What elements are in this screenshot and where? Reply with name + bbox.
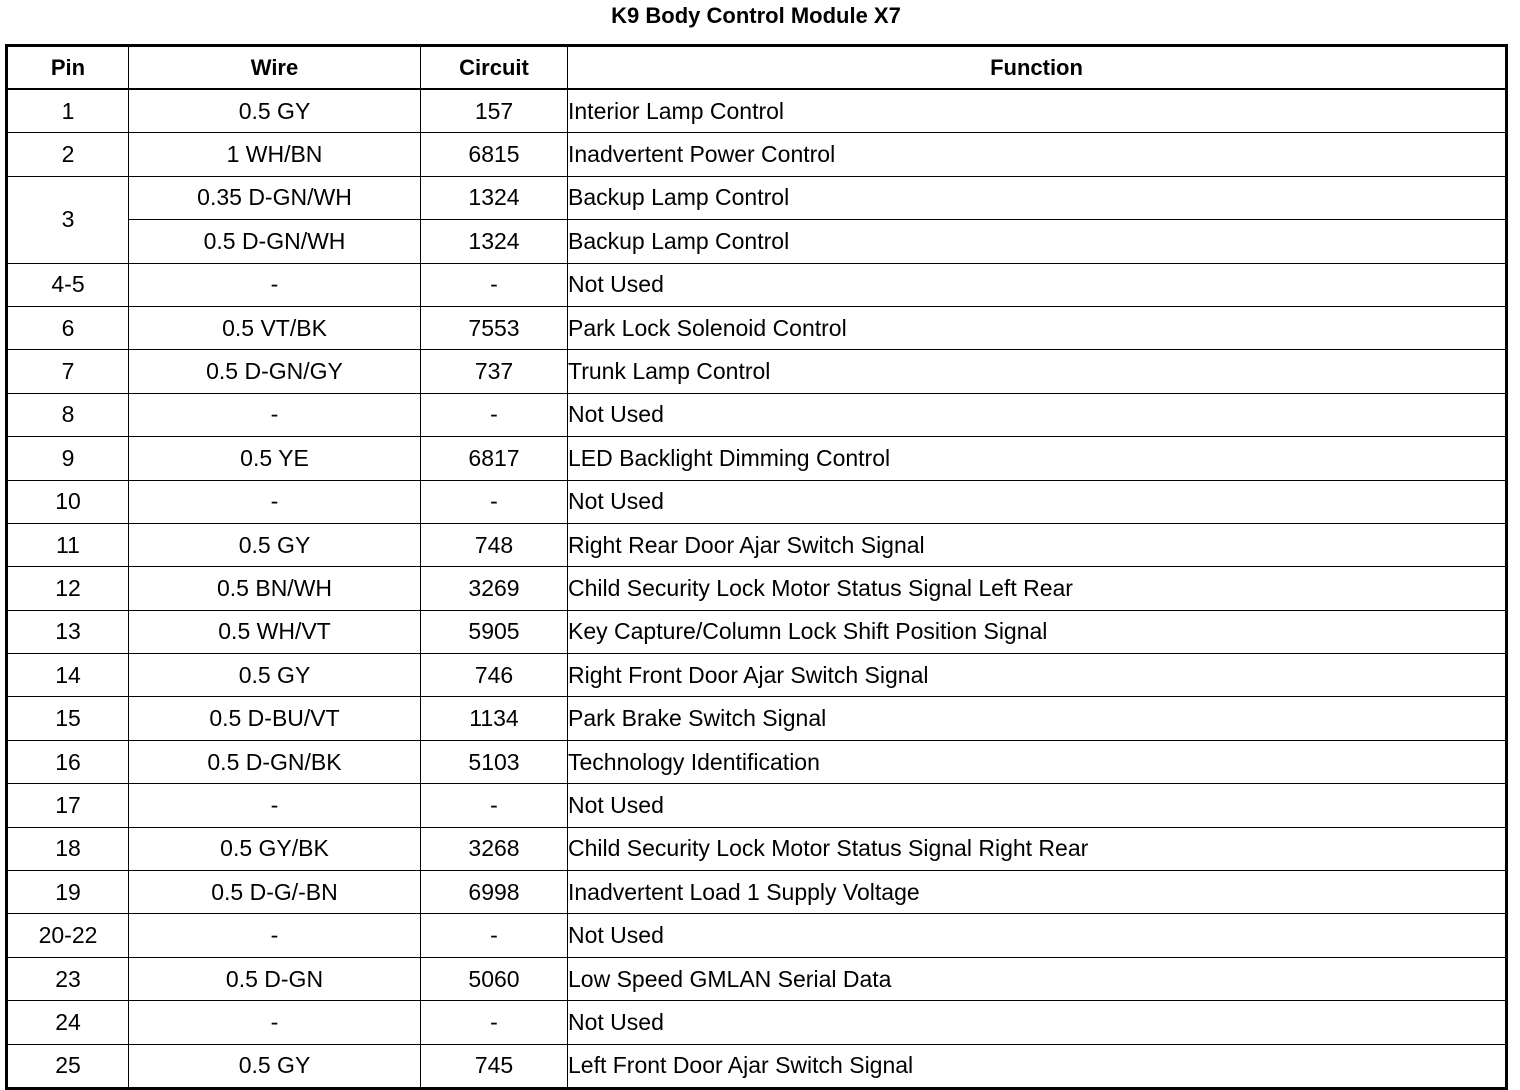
wire-cell: 0.5 GY	[129, 89, 421, 133]
wire-cell: 1 WH/BN	[129, 133, 421, 176]
table-row	[7, 784, 1507, 827]
pin-cell: 14	[7, 654, 129, 697]
pin-cell: 1	[7, 89, 129, 133]
circuit-cell: 7553	[421, 306, 568, 349]
connector-pinout-table	[5, 44, 1508, 1090]
pin-cell: 9	[7, 437, 129, 480]
header-wire: Wire	[129, 46, 421, 90]
function-cell: Inadvertent Load 1 Supply Voltage	[568, 871, 1507, 914]
header-function: Function	[568, 46, 1507, 90]
table-row	[7, 350, 1507, 393]
circuit-cell: 1134	[421, 697, 568, 740]
wire-cell: -	[129, 1001, 421, 1044]
circuit-cell: 5905	[421, 610, 568, 653]
function-cell: Not Used	[568, 784, 1507, 827]
wire-cell: 0.5 YE	[129, 437, 421, 480]
table-row	[7, 871, 1507, 914]
table-row	[7, 1001, 1507, 1044]
function-cell: Key Capture/Column Lock Shift Position Signal	[568, 610, 1507, 653]
wire-cell: 0.5 BN/WH	[129, 567, 421, 610]
function-cell: Park Brake Switch Signal	[568, 697, 1507, 740]
function-cell: Not Used	[568, 1001, 1507, 1044]
circuit-cell: 6815	[421, 133, 568, 176]
function-cell: Technology Identification	[568, 740, 1507, 783]
function-cell: Left Front Door Ajar Switch Signal	[568, 1044, 1507, 1088]
pin-cell: 7	[7, 350, 129, 393]
function-cell: LED Backlight Dimming Control	[568, 437, 1507, 480]
pin-cell: 6	[7, 306, 129, 349]
wire-cell: 0.35 D-GN/WH	[129, 176, 421, 219]
table-body	[7, 89, 1507, 1088]
wire-cell: 0.5 GY	[129, 523, 421, 566]
function-cell: Not Used	[568, 914, 1507, 957]
wire-cell: -	[129, 263, 421, 306]
wire-cell: -	[129, 393, 421, 436]
wire-cell: 0.5 GY/BK	[129, 827, 421, 870]
circuit-cell: 1324	[421, 220, 568, 263]
function-cell: Inadvertent Power Control	[568, 133, 1507, 176]
table-row	[7, 133, 1507, 176]
circuit-cell: 5103	[421, 740, 568, 783]
circuit-cell: 3268	[421, 827, 568, 870]
table-row	[7, 176, 1507, 219]
table-title: K9 Body Control Module X7	[611, 3, 901, 28]
wire-cell: -	[129, 480, 421, 523]
function-cell: Right Rear Door Ajar Switch Signal	[568, 523, 1507, 566]
header-pin: Pin	[7, 46, 129, 90]
table-row	[7, 1044, 1507, 1088]
pin-cell: 24	[7, 1001, 129, 1044]
pin-cell: 25	[7, 1044, 129, 1088]
table-row	[7, 523, 1507, 566]
circuit-cell: -	[421, 480, 568, 523]
table-row	[7, 957, 1507, 1000]
pin-cell: 12	[7, 567, 129, 610]
pin-cell: 3	[7, 176, 129, 263]
pin-cell: 8	[7, 393, 129, 436]
circuit-cell: 6998	[421, 871, 568, 914]
table-row	[7, 437, 1507, 480]
pin-cell: 17	[7, 784, 129, 827]
wire-cell: 0.5 D-G/-BN	[129, 871, 421, 914]
wire-cell: 0.5 WH/VT	[129, 610, 421, 653]
table-row	[7, 827, 1507, 870]
table-row	[7, 263, 1507, 306]
wire-cell: -	[129, 784, 421, 827]
function-cell: Not Used	[568, 480, 1507, 523]
circuit-cell: 748	[421, 523, 568, 566]
pin-cell: 4-5	[7, 263, 129, 306]
pin-cell: 16	[7, 740, 129, 783]
pin-cell: 13	[7, 610, 129, 653]
function-cell: Backup Lamp Control	[568, 220, 1507, 263]
pin-cell: 15	[7, 697, 129, 740]
table-row	[7, 567, 1507, 610]
table-row	[7, 220, 1507, 263]
pin-cell: 11	[7, 523, 129, 566]
header-circuit: Circuit	[421, 46, 568, 90]
header-row	[7, 46, 1507, 90]
function-cell: Child Security Lock Motor Status Signal Right Rear	[568, 827, 1507, 870]
wire-cell: 0.5 D-GN/BK	[129, 740, 421, 783]
wire-cell: 0.5 D-GN/GY	[129, 350, 421, 393]
table-row	[7, 654, 1507, 697]
circuit-cell: 746	[421, 654, 568, 697]
table-row	[7, 89, 1507, 133]
wire-cell: 0.5 D-GN/WH	[129, 220, 421, 263]
function-cell: Low Speed GMLAN Serial Data	[568, 957, 1507, 1000]
table-row	[7, 480, 1507, 523]
circuit-cell: -	[421, 263, 568, 306]
table-row	[7, 306, 1507, 349]
circuit-cell: 157	[421, 89, 568, 133]
table-row	[7, 914, 1507, 957]
pin-cell: 18	[7, 827, 129, 870]
pin-cell: 23	[7, 957, 129, 1000]
circuit-cell: 745	[421, 1044, 568, 1088]
wire-cell: 0.5 D-GN	[129, 957, 421, 1000]
function-cell: Right Front Door Ajar Switch Signal	[568, 654, 1507, 697]
wire-cell: -	[129, 914, 421, 957]
circuit-cell: 3269	[421, 567, 568, 610]
wire-cell: 0.5 VT/BK	[129, 306, 421, 349]
wire-cell: 0.5 D-BU/VT	[129, 697, 421, 740]
wire-cell: 0.5 GY	[129, 654, 421, 697]
function-cell: Backup Lamp Control	[568, 176, 1507, 219]
function-cell: Not Used	[568, 263, 1507, 306]
circuit-cell: 1324	[421, 176, 568, 219]
function-cell: Park Lock Solenoid Control	[568, 306, 1507, 349]
table-row	[7, 610, 1507, 653]
function-cell: Interior Lamp Control	[568, 89, 1507, 133]
pin-cell: 20-22	[7, 914, 129, 957]
table-row	[7, 393, 1507, 436]
circuit-cell: -	[421, 784, 568, 827]
table-row	[7, 740, 1507, 783]
wire-cell: 0.5 GY	[129, 1044, 421, 1088]
circuit-cell: 5060	[421, 957, 568, 1000]
pin-cell: 2	[7, 133, 129, 176]
pin-cell: 10	[7, 480, 129, 523]
function-cell: Trunk Lamp Control	[568, 350, 1507, 393]
function-cell: Not Used	[568, 393, 1507, 436]
circuit-cell: -	[421, 1001, 568, 1044]
circuit-cell: -	[421, 393, 568, 436]
circuit-cell: -	[421, 914, 568, 957]
pin-cell: 19	[7, 871, 129, 914]
circuit-cell: 6817	[421, 437, 568, 480]
function-cell: Child Security Lock Motor Status Signal Left Rear	[568, 567, 1507, 610]
circuit-cell: 737	[421, 350, 568, 393]
table-row	[7, 697, 1507, 740]
